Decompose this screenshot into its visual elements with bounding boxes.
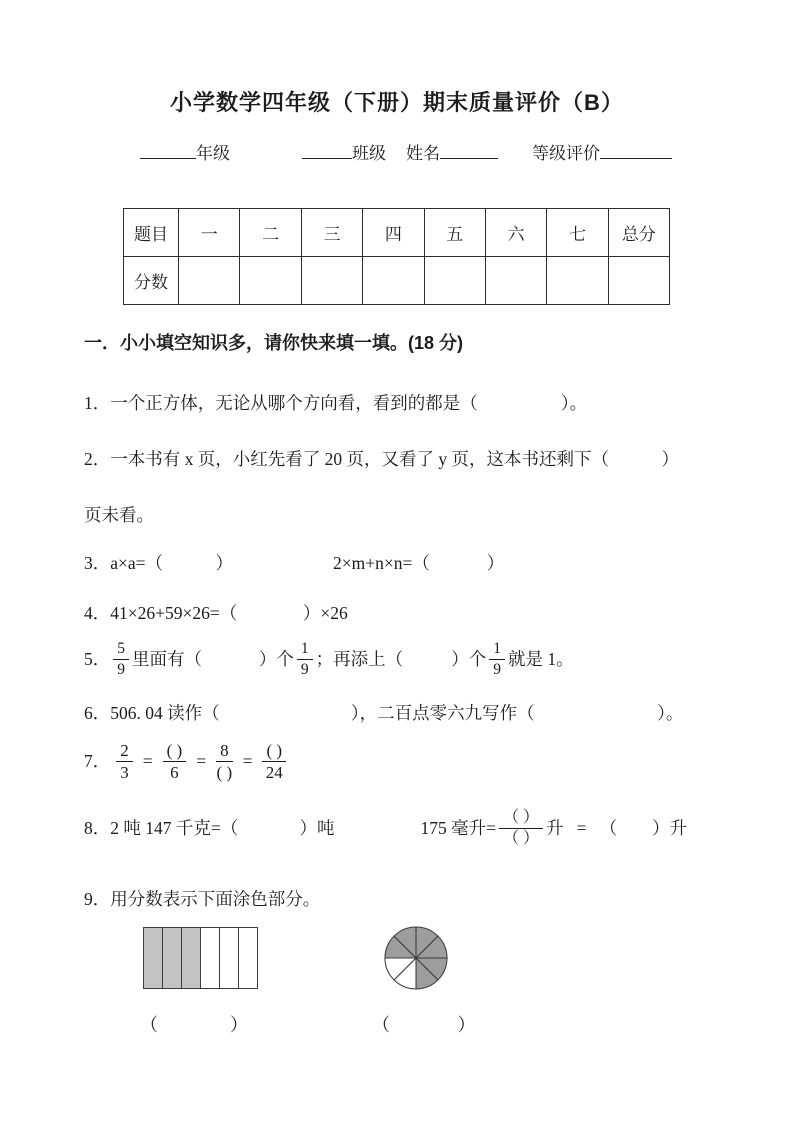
fraction-circle-svg — [383, 925, 449, 991]
equals-sign: = — [142, 750, 153, 771]
score-cell-empty — [424, 257, 485, 305]
fraction-8-blank: $\frac{8}{( )}$ — [216, 740, 233, 783]
fraction-blank-24: $\frac{( )}{24}$ — [262, 741, 286, 783]
rect-strip-shaded — [163, 928, 182, 988]
score-table-col-header: 四 — [363, 209, 424, 257]
question-4: 4．41×26+59×26=（ ）×26 — [84, 602, 348, 623]
class-label: 班级 — [352, 144, 386, 163]
question-5-number: 5． — [84, 648, 111, 669]
question-9-shapes — [84, 925, 710, 995]
rect-strip-blank — [239, 928, 257, 988]
score-table-col-header: 三 — [301, 209, 362, 257]
grade-blank — [140, 158, 196, 159]
fraction-rectangle — [143, 927, 258, 989]
score-cell-empty — [240, 257, 301, 305]
score-table — [123, 208, 670, 305]
question-5-text2: ；再添上（ ）个 — [315, 648, 487, 669]
score-table-col-header: 六 — [485, 209, 546, 257]
score-table-col-header: 总分 — [608, 209, 669, 257]
question-8-ml-prefix: 175 毫升= — [420, 817, 496, 838]
liter-unit-label: 升 — [546, 817, 564, 838]
question-2-line2: 页未看。 — [84, 504, 154, 525]
score-table-col-header: 五 — [424, 209, 485, 257]
rectangle-answer-blank: （ ） — [140, 1014, 248, 1035]
rating-label: 等级评价 — [532, 144, 600, 163]
score-table-col-header: 七 — [547, 209, 608, 257]
section-one-heading: 一．小小填空知识多，请你快来填一填。(18 分) — [84, 333, 464, 353]
equals-sign: = — [563, 817, 600, 838]
question-7-number: 7． — [84, 750, 111, 771]
fraction-2-3: $\frac{2}{3}$ — [116, 741, 133, 783]
question-7 — [84, 741, 710, 783]
equals-sign: = — [196, 750, 207, 771]
score-cell-empty — [608, 257, 669, 305]
fraction-blank-blank: $\frac{( )}{( )}$ — [499, 809, 543, 849]
question-8-right — [421, 809, 688, 849]
question-1: 1．一个正方体，无论从哪个方向看，看到的都是（ ）。 — [84, 393, 588, 413]
fraction-1-9-a: $\frac{1}{9}$ — [297, 640, 313, 679]
question-3-right: 2×m+n×n=（ ） — [333, 552, 505, 573]
circle-answer-blank: （ ） — [372, 1014, 476, 1035]
rect-strip-blank — [201, 928, 220, 988]
question-9-answers — [84, 1011, 710, 1039]
question-8-answer-blank: （ ）升 — [599, 817, 688, 838]
score-cell-empty — [363, 257, 424, 305]
score-table-col-header: 一 — [179, 209, 240, 257]
page-title: 小学数学四年级（下册）期末质量评价（B） — [170, 90, 624, 115]
question-9-prompt: 9．用分数表示下面涂色部分。 — [84, 888, 321, 909]
question-3-left: 3．a×a=（ ） — [84, 552, 234, 573]
fraction-blank-6: $\frac{( )}{6}$ — [163, 741, 187, 783]
question-8-left: 8．2 吨 147 千克=（ ）吨 — [84, 817, 335, 838]
student-info-line — [84, 139, 710, 164]
fraction-1-9-b: $\frac{1}{9}$ — [489, 640, 505, 679]
score-cell-empty — [485, 257, 546, 305]
question-6: 6．506. 04 读作（ ），二百点零六九写作（ ）。 — [84, 703, 684, 723]
score-cell-empty — [301, 257, 362, 305]
equals-sign: = — [242, 750, 253, 771]
question-5-text3: 就是 1。 — [508, 648, 574, 669]
score-cell-empty — [547, 257, 608, 305]
question-5 — [84, 640, 710, 679]
score-table-corner-label: 题目 — [124, 209, 179, 257]
grade-label: 年级 — [196, 144, 230, 163]
rating-blank — [600, 158, 672, 159]
score-row-label: 分数 — [124, 257, 179, 305]
question-5-text1: 里面有（ ）个 — [132, 648, 294, 669]
question-3 — [84, 553, 710, 575]
class-blank — [302, 158, 352, 159]
rect-strip-shaded — [182, 928, 201, 988]
score-cell-empty — [179, 257, 240, 305]
name-blank — [440, 158, 498, 159]
question-8 — [84, 809, 710, 849]
fraction-5-9: $\frac{5}{9}$ — [113, 640, 129, 679]
rect-strip-shaded — [144, 928, 163, 988]
question-2-line1: 2．一本书有 x 页，小红先看了 20 页，又看了 y 页，这本书还剩下（ ） — [84, 448, 679, 469]
fraction-circle — [383, 925, 449, 991]
name-label: 姓名 — [406, 144, 440, 163]
score-table-col-header: 二 — [240, 209, 301, 257]
score-table-row-headers — [124, 209, 670, 257]
score-table-row-scores — [124, 257, 670, 305]
rect-strip-blank — [220, 928, 239, 988]
